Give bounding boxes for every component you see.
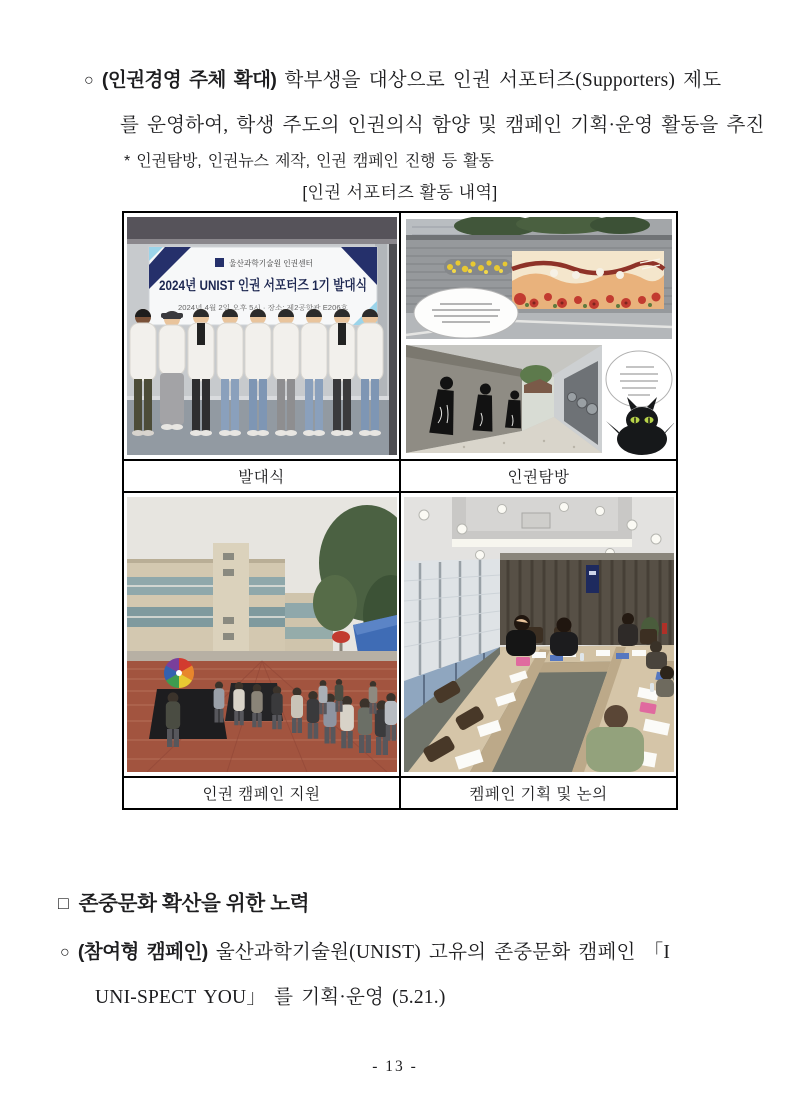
page-number: - 13 - xyxy=(372,1058,418,1075)
circle-bullet-marker: ○ xyxy=(84,72,94,89)
photo-caption-meeting: 켐페인 기획 및 논의 xyxy=(400,777,677,809)
banner-info-text: 2024년 4월 2일 오후 5시 · 장소: 제2공학관 E206호 xyxy=(178,305,334,312)
bullet-1-bold-label: (인권경영 주체 확대) xyxy=(101,69,277,91)
footnote: * 인권탐방, 인권뉴스 제작, 인권 캠페인 진행 등 활동 xyxy=(124,153,494,170)
photo-campaign-support xyxy=(123,492,400,777)
photo-caption-launch: 발대식 xyxy=(123,460,400,492)
bullet-item-1-line-2: 를 운영하여, 학생 주도의 인권의식 함양 및 캠페인 기획·운영 활동을 추진 xyxy=(120,115,765,136)
circle-bullet-marker-2: ○ xyxy=(60,944,70,961)
section-heading-text: 존중문화 확산을 위한 노력 xyxy=(78,892,310,915)
photo-caption-support: 인권 캠페인 지원 xyxy=(123,777,400,809)
photo-human-rights-tour xyxy=(400,212,677,460)
mural-wall-photo xyxy=(406,217,672,339)
section-heading xyxy=(58,886,309,916)
bullet-1-text: 학부생을 대상으로 인권 서포터즈(Supporters) 제도 xyxy=(284,70,722,91)
banner-title-text: 2024년 UNIST 인권 서포터즈 1기 발대식 xyxy=(159,277,367,293)
photo-campaign-meeting xyxy=(400,492,677,777)
bullet-item-1-line-1 xyxy=(84,64,721,92)
bullet-2-text: 울산과학기술원(UNIST) 고유의 존중문화 캠페인 「I xyxy=(215,942,671,963)
alley-silhouette-photo xyxy=(406,345,602,453)
bullet-item-2-line-2: UNI-SPECT YOU」 를 기획·운영 (5.21.) xyxy=(95,987,446,1008)
bullet-2-bold-label: (참여형 캠페인) xyxy=(77,941,208,963)
group-photo-people xyxy=(130,309,383,436)
bullet-item-2-line-1 xyxy=(60,936,670,964)
rainbow-spin-wheel xyxy=(164,658,194,688)
activity-photo-table xyxy=(122,211,678,810)
photo-caption-tour: 인권탐방 xyxy=(400,460,677,492)
unist-flag xyxy=(586,565,599,593)
photo-launch-ceremony xyxy=(123,212,400,460)
banner-org-text: 울산과학기술원 인권센터 xyxy=(229,259,317,268)
square-bullet-marker: □ xyxy=(58,893,69,913)
photo-table-title: [인권 서포터즈 활동 내역] xyxy=(302,183,498,202)
thought-bubble xyxy=(606,351,672,407)
